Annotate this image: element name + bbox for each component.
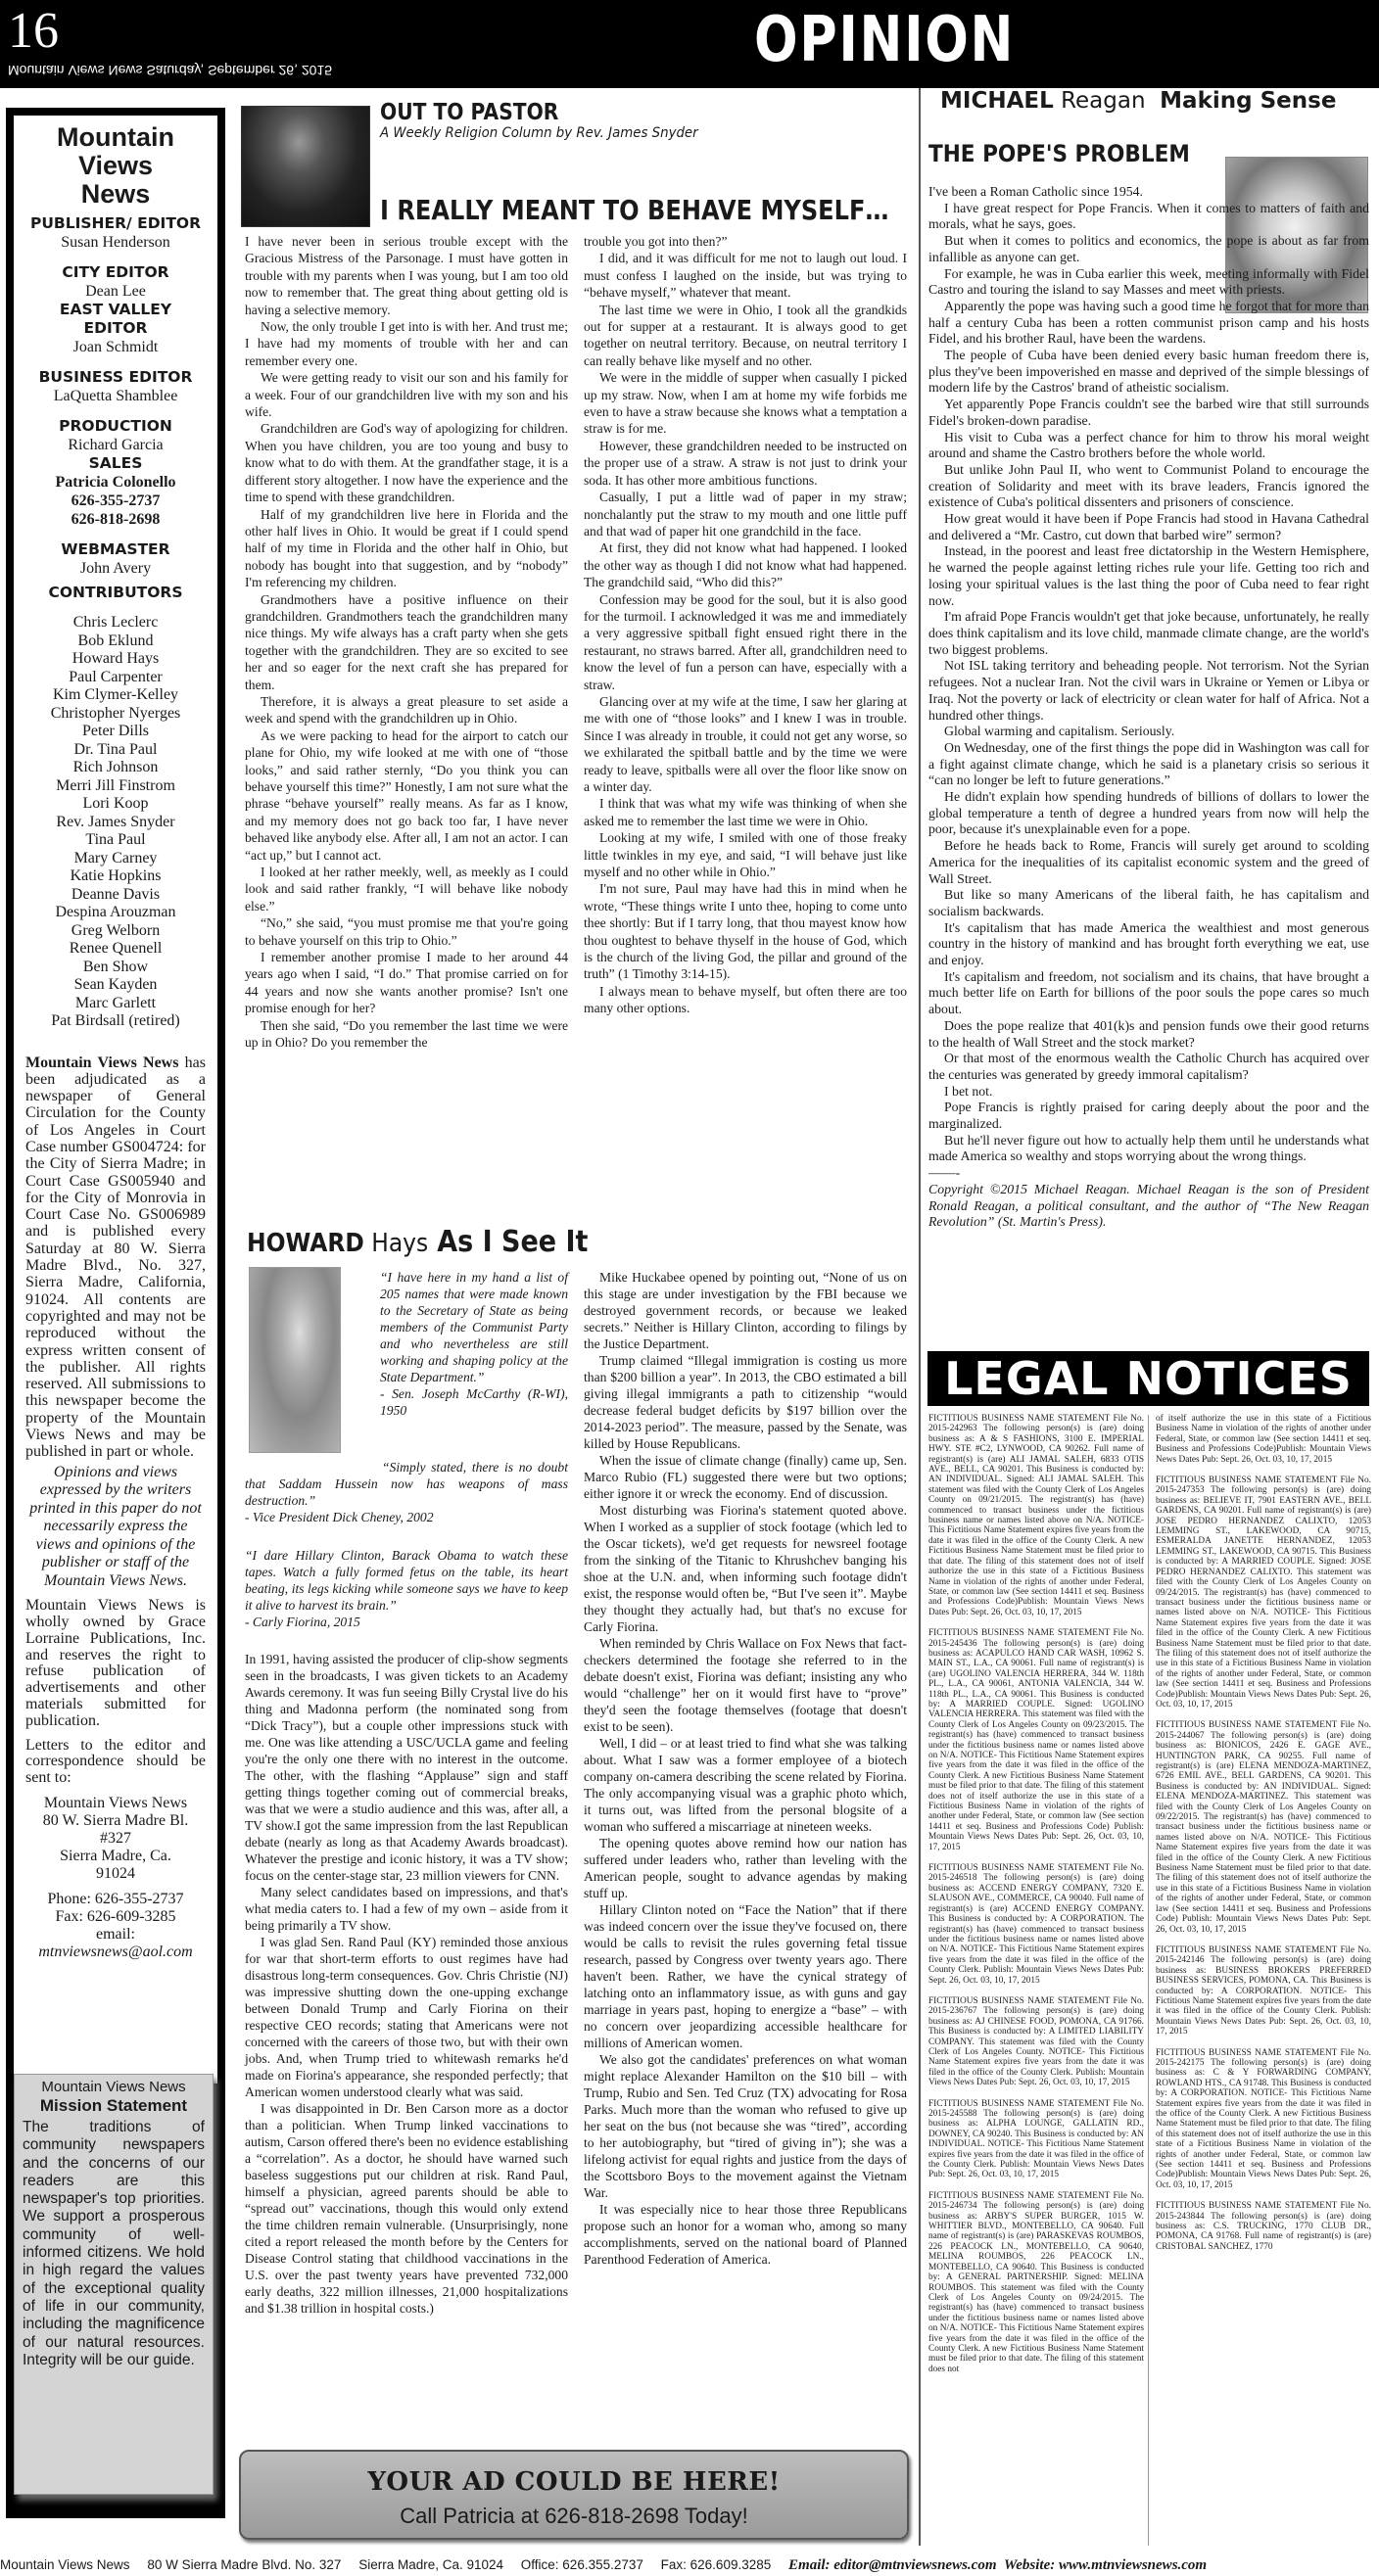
columnist-header [940, 86, 1336, 116]
legal-notices-column [1156, 1414, 1371, 2550]
paper-title [25, 123, 206, 209]
paragraph: But unlike John Paul II, who went to Communist Poland to encourage the creation of Solidarity and meet with its brave leaders, Francis ignored the existence of Cuba's political dissenters and prisoners of conscience. [928, 461, 1369, 510]
paragraph: We were in the middle of supper when casually I picked up my straw. Now, when I am at home my wife forbids me even to have a straw because she knows what a temptation a straw is for me. [584, 370, 907, 437]
columnist-first: HOWARD [247, 1229, 364, 1258]
notice: FICTITIOUS BUSINESS NAME STATEMENT File No. 2015-242175 The following person(s) is (are) doing business as: C & Y FORWARDING COMPANY, ROWLAND HTS., CA 91748. This Business is conducted by: A CORPORATION. NOTICE- This Fictitious Name Statement expires five years from the date it was filed in the office of the County Clerk. A new Fictitious Business Name Statement must be filed prior to that date. The filing of this statement does not of itself authorize the use in this state of a Fictitious Business Name in violation of the rights of another under Federal, State, or common law (See section 14411 et seq. Business and Professions Code)Publish: Mountain Views News Dates Pub: Sept. 26, Oct. 03, 10, 17, 2015 [1156, 2047, 1371, 2190]
contributor-name: Renee Quenell [69, 940, 163, 957]
contributor-name: Lori Koop [82, 795, 149, 812]
contributor-name: Rev. James Snyder [56, 813, 175, 830]
contributor-name: Deanne Davis [71, 885, 161, 903]
quote-text: “I dare Hillary Clinton, Barack Obama to watch these tapes. Watch a fully formed fetus on the table, its heart beating, its legs kicking while someone says we have to keep it alive to harvest its brain.” [245, 1548, 568, 1613]
adjudication-lead: Mountain Views News [25, 1054, 179, 1071]
paragraph: The opening quotes above remind how our nation has suffered under leaders who, rather than leveling with the American people, sought to advance agendas by making stuff up. [584, 1836, 907, 1900]
notice: FICTITIOUS BUSINESS NAME STATEMENT File No. 2015-245436 The following person(s) is (are) doing business as: ACAPULCO HAND CAR WASH, 10962 S. MAIN ST., L.A., CA 90061. Full name of registrant(s) is (are) UGOLINO VALENCIA HERRERA, 344 W. 118th PL., L.A., CA 90061, ANTONIA VALENCIA, 344 W. 118th PL., L.A., CA 90061. This Business is conducted by: A MARRIED COUPLE. Signed: UGOLINO VALENCIA HERRERA. This statement was filed with the County Clerk of Los Angeles County on 09/23/2015. The registrant(s) has (have) commenced to transact business under the fictitious business name or names listed above on N/A. NOTICE- This Fictitious Name Statement expires five years from the date it was filed in the office of the County Clerk. A new Fictitious Business Name Statement must be filed prior to that date. The filing of this statement does not of itself authorize the use in this state of a Fictitious Business Name in violation of the rights of another under Federal, State, or common law (See section 14411 et seq. Business and Professions Code) Publish: Mountain Views News Dates Pub: Sept. 26, Oct. 03, 10, 17, 2015 [928, 1628, 1144, 1852]
paragraph: For example, he was in Cuba earlier this week, meeting informally with Fidel Castro and touring the island to say Masses and meet with priests. [928, 265, 1369, 298]
column-name: Making Sense [1160, 88, 1337, 114]
staff-role: EAST VALLEY EDITOR [59, 301, 172, 337]
letters-note: Letters to the editor and correspondence should be sent to: [25, 1736, 206, 1787]
notice: FICTITIOUS BUSINESS NAME STATEMENT File No. 2015-243844 The following person(s) is (are) doing business as: C.S. TRUCKING, 1770 CLUB DR., POMONA, CA 91768. Full name of registrant(s) is (are) CRISTOBAL SANCHEZ, 1770 [1156, 2201, 1371, 2252]
page-number: 16 [8, 3, 59, 59]
paragraph: Does the pope realize that 401(k)s and pension funds owe their good returns to the health of Wall Street and the stock market? [928, 1017, 1369, 1050]
quote-cheney [245, 1459, 568, 1525]
paragraph: I remember another promise I made to her around 44 years ago when I said, “I do.” That promise carried on for 44 years and now she wants another promise? Isn't one promise enough for her? [245, 950, 568, 1016]
paper-title-line: Mountain [57, 122, 174, 152]
paragraph: We also got the candidates' preferences on what woman might replace Alexander Hamilton on the $10 bill – with Trump, Rubio and Sen. Ted Cruz (TX) advocating for Rosa Parks. Much more than the woman who refused to give up her seat on the bus (not because she was “tired”, according to her autobiography, but “tired of giving in”); she was a lifelong activist for equal rights and justice from the days of the Scottsboro Boys to the movement against the Vietnam War. [584, 2052, 907, 2200]
paragraph: I was disappointed in Dr. Ben Carson more as a doctor than a politician. When Trump linked vaccinations to autism, Carson offered there's been no evidence establishing a “correlation”. As a doctor, he should have warned such baseless suggestions put our children at risk. Rand Paul, himself a physician, agreed parents should be able to “spread out” vaccinations, though this would only extend the time children remain vulnerable. (Unsurprisingly, none cited a report released the month before by the Centers for Disease Control stating that childhood vaccinations in the U.S. over the past twenty years have prevented 732,000 early deaths, 322 million illnesses, 21,000 hospitalizations and $1.38 trillion in hospital costs.) [245, 2101, 568, 2316]
paragraph: When reminded by Chris Wallace on Fox News that fact-checkers determined the footage she referred to in the debate doesn't exist, Fiorina was defiant; insisting any who would “challenge” her on it would first have to “prove” they'd seen the footage themselves (footage that doesn't exist to be seen). [584, 1636, 907, 1734]
column-name: OUT TO PASTOR [380, 100, 559, 125]
paragraph: Many select candidates based on impressions, and that's what media caters to. I had a few of my own – aside from it being primarily a TV show. [245, 1885, 568, 1933]
staff-name: Richard Garcia [68, 437, 164, 453]
separator: ——- [928, 1165, 961, 1181]
mailing-address [25, 1795, 206, 1883]
paragraph: Apparently the pope was having such a good time he forgot that for more than half a century Cuba has been a rotten communist prison camp and his hosts Fidel, and his brother Raul, have been the wardens. [928, 298, 1369, 347]
contributors-list [25, 614, 206, 1031]
masthead [0, 0, 1379, 88]
paragraph: He didn't explain how spending hundreds of billions of dollars to lower the global temperature a tenth of degree a hundred years from now will help the poor, because it's unexplainable even for a pope. [928, 789, 1369, 837]
legal-notices-column [928, 1414, 1144, 2550]
paragraph: However, these grandchildren needed to be instructed on the proper use of a straw. A straw is not just to drink your soda. It has other more ambitious functions. [584, 438, 907, 488]
footer-address: 80 W Sierra Madre Blvd. No. 327 [147, 2557, 342, 2572]
columnist-last: Reagan [1061, 88, 1146, 114]
advertisement-banner[interactable] [239, 2450, 909, 2540]
page-footer [0, 2555, 1379, 2576]
notice: FICTITIOUS BUSINESS NAME STATEMENT File No. 2015-236767 The following person(s) is (are) doing business as: AJ CHINESE FOOD, POMONA, CA 91766. This Business is conducted by: A LIMITED LIABILITY COMPANY. This statement was filed with the County Clerk of Los Angeles County. NOTICE- This Fictitious Name Statement expires five years from the date it was filed in the office of the County Clerk. Publish: Mountain Views News Dates Pub: Sept. 26, Oct. 03, 10, 17, 2015 [928, 1995, 1144, 2088]
contributor-name: Ben Show [82, 958, 149, 975]
staff-role: PUBLISHER/ EDITOR [29, 214, 202, 232]
paragraph: Not ISL taking territory and beheading people. Not terrorism. Not the Syrian refugees. Not a nuclear Iran. Not the civil wars in Ukraine or Yemen or Libya or Iraq. Not the poverty or lack of electricity or clean water for half of Africa. Not a hundred other things. [928, 658, 1369, 723]
mission-text: The traditions of community newspapers and the concerns of our readers are this newspaper's top priorities. We support a prosperous community of well-informed citizens. We hold in high regard the values of the exceptional quality of life in our community, including the magnificence of our natural resources. Integrity will be our guide. [23, 2119, 205, 2368]
paragraph: I was glad Sen. Rand Paul (KY) reminded those anxious for war that short-term efforts to oust regimes have had disastrous long-term consequences. Gov. Chris Christie (NJ) was impressive shutting down the one-upping exchange between Donald Trump and Carly Fiorina on their respective CEO records; stating that Americans were not concerned with the careers of those two, but with their own jobs. And, when Trump tried to whitewash remarks he'd made on Fiorina's appearance, she responded perfectly; that American women understood clearly what was said. [245, 1935, 568, 2099]
adjudication-text: has been adjudicated as a newspaper of General Circulation for the County of Los Angeles in Court Case number GS004724: for the City of Sierra Madre; in Court Case GS005940 and for the City of Monrovia in Court Case No. GS006989 and is published every Saturday at 80 W. Sierra Madre Blvd., No. 327, Sierra Madre, California, 91024. All contents are copyrighted and may not be reproduced without the express written consent of the publisher. All rights reserved. All submissions to this newspaper become the property of the Mountain Views News and may be published in part or whole. [25, 1054, 206, 1461]
ad-call-to-action: Call Patricia at 626-818-2698 Today! [400, 2504, 748, 2528]
staff-role: BUSINESS EDITOR [38, 368, 193, 386]
paragraph: trouble you got into then?” [584, 234, 728, 249]
contributor-name: Howard Hays [71, 650, 160, 667]
webmaster-role: WEBMASTER [61, 540, 170, 558]
contributor-name: Dr. Tina Paul [73, 740, 158, 758]
paragraph: The people of Cuba have been denied every basic human freedom there is, plus they've been impoverished en masse and deprived of the simple blessings of modern life by the Castros' brand of atheistic socialism. [928, 348, 1369, 396]
paragraph: Grandmothers have a positive influence on their grandchildren. Grandmothers teach the grandchildren many nice things. My wife always has a craft party when she gets together with the grandchildren. They are so excited to see her and so eager for the next craft she has prepared for them. [245, 591, 568, 692]
footer-email[interactable]: Email: editor@mtnviewsnews.com [788, 2557, 997, 2573]
paragraph: Grandchildren are God's way of apologizing for children. When you have children, you are too young and busy to know what to do with them. At the grandfather stage, it is a different story altogether. I now have the experience and the time to spend with these grandchildren. [245, 421, 568, 505]
contributor-name: Merri Jill Finstrom [56, 776, 175, 794]
address-line: Mountain Views News [43, 1794, 188, 1811]
contributors-label: CONTRIBUTORS [48, 584, 183, 601]
column-name: As I See It [437, 1225, 589, 1259]
phone: Phone: 626-355-2737 [47, 1890, 184, 1907]
mission-subheading: Mission Statement [39, 2096, 188, 2115]
paragraph: How great would it have been if Pope Francis had stood in Havana Cathedral and delivered a “Mr. Castro, cut down that barbed wire” sermon? [928, 511, 1369, 542]
paragraph: Or that most of the enormous wealth the Catholic Church has acquired over the centuries was generated by greedy immoral capitalism? [928, 1051, 1369, 1082]
paper-title-line: Views [77, 151, 154, 180]
notice: FICTITIOUS BUSINESS NAME STATEMENT File No. 2015-242963 The following person(s) is (are) doing business as: A & S FASHIONS, 3100 E. IMPERIAL HWY. STE #C2, LYNWOOD, CA 90262. Full name of registrant(s) is (are) ALI JAMAL SALEH, 6833 OTIS AVE., BELL, CA 90201. This Business is conducted by: AN INDIVIDUAL. Signed: ALI JAMAL SALEH. This statement was filed with the County Clerk of Los Angeles County on 09/21/2015. The registrant(s) has (have) commenced to transact business under the fictitious business name or names listed above on N/A. NOTICE- This Fictitious Name Statement expires five years from the date it was filed in the office of the County Clerk. A new Fictitious Business Name Statement must be filed prior to that date. The filing of this statement does not of itself authorize the use in this state of a Fictitious Business Name in violation of the rights of another under Federal, State, or common law (See section 14411 et seq. Business and Professions Code)Publish: Mountain Views News Dates Pub: Sept. 26, Oct. 03, 10, 17, 2015 [928, 1414, 1144, 1617]
paragraph: “No,” she said, “you must promise me that you're going to behave yourself on this trip to Ohio.” [245, 915, 568, 948]
staff-name: Joan Schmidt [72, 339, 159, 355]
notice: FICTITIOUS BUSINESS NAME STATEMENT File No. 2015-247353 The following person(s) is (are) doing business as: BELIEVE IT, 7901 EASTERN AVE., BELL GARDENS, CA 90201. Full name of registrant(s) is (are) JOSE PEDRO HERNANDEZ CALIXTO, 12053 LEMMING ST., LAKEWOOD, CA 90715, ESMERALDA JANETTE HERNANDEZ, 12053 LEMMING ST., LAKEWOOD, CA 90715. This Business is conducted by: A MARRIED COUPLE. Signed: JOSE PEDRO HERNANDEZ CALIXTO. This statement was filed with the County Clerk of Los Angeles County on 09/24/2015. The registrant(s) has (have) commenced to transact business under the fictitious business name or names listed above on N/A. NOTICE- This Fictitious Name Statement expires five years from the date it was filed in the office of the County Clerk. A new Fictitious Business Name Statement must be filed prior to that date. The filing of this statement does not of itself authorize the use in this state of a Fictitious Business Name in violation of the rights of another under Federal, State, or common law (See section 14411 et seq. Business and Professions Code)Publish: Mountain Views News Dates Pub: Sept. 26, Oct. 03, 10, 17, 2015 [1156, 1475, 1371, 1710]
address-line: 91024 [96, 1864, 135, 1882]
contributor-name: Chris Leclerc [72, 614, 159, 631]
paragraph: I'm afraid Pope Francis wouldn't get that joke because, unfortunately, he really does think capitalism and its love child, manmade climate change, are the world's two biggest problems. [928, 609, 1369, 657]
paragraph: I always mean to behave myself, but often there are too many other options. [584, 983, 907, 1016]
article-column [245, 233, 568, 1052]
contact-info [25, 1891, 206, 1961]
copyright-note: Copyright ©2015 Michael Reagan. Michael Reagan is the son of President Ronald Reagan, a political consultant, and the author of “The New Reagan Revolution” (St. Martin's Press). [928, 1181, 1369, 1230]
staff-name: Dean Lee [85, 283, 146, 300]
contributor-name: Greg Welborn [71, 921, 161, 939]
contributor-name: Christopher Nyerges [50, 704, 181, 722]
paragraph: Well, I did – or at least tried to find what she was talking about. What I saw was a former employee of a biotech company on-camera describing the scene related by Fiorina. The only accompanying visual was a graphic photo which, it turns out, was lifted from the personal blogsite of a woman who suffered a miscarriage at nineteen weeks. [584, 1736, 907, 1834]
quote-attribution: - Vice President Dick Cheney, 2002 [245, 1510, 434, 1524]
paragraph: When the issue of climate change (finally) came up, Sen. Marco Rubio (FL) suggested there were but two options; either ignore it or wreck the economy. End of discussion. [584, 1453, 907, 1501]
address-line: 80 W. Sierra Madre Bl. [42, 1811, 189, 1829]
paragraph: But he'll never figure out how to actually help them until he understands what made America so wealthy and stops worrying about the wrong things. [928, 1132, 1369, 1164]
article-column [584, 1269, 907, 2268]
sales-phone: 626-355-2737 [71, 492, 161, 509]
sales-name: Patricia Colonello [55, 474, 176, 491]
contributor-name: Rich Johnson [72, 759, 159, 775]
address-line: #327 [100, 1829, 131, 1847]
adjudication-notice [25, 1054, 206, 1461]
notice: FICTITIOUS BUSINESS NAME STATEMENT File No. 2015-244067 The following person(s) is (are) doing business as: BIONICOS, 2426 E. GAGE AVE., HUNTINGTON PARK, CA 90255. Full name of registrant(s) is (are) ELENA MENDOZA-MARTINEZ, 6726 EMIL AVE., BELL GARDENS, CA 90201. This Business is conducted by: AN INDIVIDUAL. Signed: ELENA MENDOZA-MARTINEZ. This statement was filed with the County Clerk of Los Angeles County on 09/22/2015. The registrant(s) has (have) commenced to transact business under the fictitious business name or names listed above on N/A. NOTICE- This Fictitious Name Statement expires five years from the date it was filed in the office of the County Clerk. A new Fictitious Business Name Statement must be filed prior to that date. The filing of this statement does not of itself authorize the use in this state of a Fictitious Business Name in violation of the rights of another under Federal, State, or common law (See section 14411 et seq. Business and Professions Code) Publish: Mountain Views News Dates Pub: Sept. 26, Oct. 03, 10, 17, 2015 [1156, 1720, 1371, 1935]
mission-statement [14, 2074, 214, 2495]
footer-website[interactable]: Website: www.mtnviewsnews.com [1004, 2557, 1208, 2573]
email-link[interactable]: mtnviewsnews@aol.com [38, 1943, 193, 1960]
notice: FICTITIOUS BUSINESS NAME STATEMENT File No. 2015-245588 The following person(s) is (are) doing business as: ALPHA LOUNGE, GALLATIN RD., DOWNEY, CA 90240. This Business is conducted by: AN INDIVIDUAL. NOTICE- This Fictitious Name Statement expires five years from the date it was filed in the office of the County Clerk. Publish: Mountain Views News Dates Pub: Sept. 26, Oct. 03, 10, 17, 2015 [928, 2098, 1144, 2180]
ad-headline: YOUR AD COULD BE HERE! [367, 2467, 781, 2497]
contributor-name: Mary Carney [73, 849, 158, 866]
legal-column-rule [1148, 1415, 1149, 2546]
paragraph: I have never been in serious trouble except with the Gracious Mistress of the Parsonage. I must have gotten in trouble with my parents when I was young, but I am too old now to remember that. The great thing about getting old is having a selective memory. [245, 234, 568, 317]
paragraph: Glancing over at my wife at the time, I saw her glaring at me with one of “those looks” and I knew I was in trouble. Since I was already in trouble, it could not get any worse, so we exhilarated the spitball battle and by the time we were ready to leave, spitballs were all over the floor like snow on a winter day. [584, 693, 907, 794]
staff-box [14, 116, 217, 2084]
paragraph: Instead, in the poorest and least free dictatorship in the Western Hemisphere, he warned the people against letting riches rule your life. Getting too rich and losing your spiritual values is the last thing the poor of Cuba need to fear right now. [928, 543, 1369, 608]
legal-notices-banner: LEGAL NOTICES [927, 1351, 1369, 1406]
paragraph: But like so many Americans of the liberal faith, he has capitalism and socialism backwards. [928, 887, 1369, 918]
address-line: Sierra Madre, Ca. [60, 1847, 171, 1864]
staff-name: Susan Henderson [61, 234, 170, 251]
paragraph: I've been a Roman Catholic since 1954. [928, 184, 1143, 199]
email-label: email: [96, 1925, 135, 1943]
paragraph: Most disturbing was Fiorina's statement quoted above. When I worked as a supplier of stock footage (which led to the Oscar tickets), we'd get requests for newsreel footage from the sinking of the Titanic to Khrushchev banging his shoe at the U.N. and, when informing such footage didn't exist, the response would often be, “But I've seen it”. Maybe they thought they actually had, but that's no excuse for Carly Fiorina. [584, 1503, 907, 1634]
dateline: Mountain Views News Saturday, September 26, 2015 [8, 63, 333, 78]
staff-role: PRODUCTION [59, 417, 172, 435]
paragraph: We were getting ready to visit our son and his family for a week. Four of our grandchildren live with my son and his wife. [245, 370, 568, 420]
columnist-first: MICHAEL [940, 88, 1054, 114]
notice: FICTITIOUS BUSINESS NAME STATEMENT File No. 2015-242146 The following person(s) is (are) doing business as: BUSINESS BROKERS PREFERRED BUSINESS SERVICES, POMONA, CA. This Business is conducted by: A CORPORATION. NOTICE- This Fictitious Name Statement expires five years from the date it was filed in the office of the County Clerk. Publish: Mountain Views News Dates Pub: Sept. 26, Oct. 03, 10, 17, 2015 [1156, 1944, 1371, 2037]
notice: of itself authorize the use in this state of a Fictitious Business Name in violation of the rights of another under Federal, State, or common law (See section 14411 et seq. Business and Professions Code)Publish: Mountain Views News Dates Pub: Sept. 26, Oct. 03, 10, 17, 2015 [1156, 1414, 1371, 1465]
contributor-name: Kim Clymer-Kelley [52, 686, 179, 703]
paragraph: His visit to Cuba was a perfect chance for him to throw his moral weight around and shame the Castro brothers before the whole world. [928, 429, 1369, 461]
article-column [584, 233, 907, 1017]
fax: Fax: 626-609-3285 [55, 1907, 176, 1925]
paragraph: Confession may be good for the soul, but it is also good for the turmoil. I acknowledged it was me and immediately a very aggressive spitball fight ensued right there in the restaurant, no straws barred. After all, grandchildren need to know the level of fun a person can have, especially with a straw. [584, 591, 907, 692]
staff-role: CITY EDITOR [62, 263, 169, 281]
disclaimer: Opinions and views expressed by the writers printed in this paper do not necessarily express the views and opinions of the publisher or staff of the Mountain Views News. [29, 1463, 202, 1589]
paragraph: Before he heads back to Rome, Francis will surely get around to scolding America for the inequalities of its capitalist economic system and the greed of Wall Street. [928, 838, 1369, 886]
paragraph: Half of my grandchildren live here in Florida and the other half lives in Ohio. It would be great if I could spend half of my time in Florida and the other half in Ohio, but nobody has bought into that suggestion, and by “nobody” I'm referencing my children. [245, 506, 568, 590]
contributor-name: Peter Dills [82, 723, 149, 739]
article-body [928, 184, 1369, 1231]
contributor-name: Marc Garlett [74, 994, 157, 1011]
paragraph: Then she said, “Do you remember the last time we were up in Ohio? Do you remember the [245, 1017, 568, 1051]
contributor-name: Bob Eklund [77, 632, 154, 649]
contributor-name: Tina Paul [85, 831, 146, 848]
columnist-header [247, 1226, 588, 1260]
column-rule [919, 88, 921, 2546]
quote-attribution: - Sen. Joseph McCarthy (R-WI), 1950 [380, 1386, 568, 1418]
paragraph: Casually, I put a little wad of paper in my straw; nonchalantly put the straw to my mouth and one little puff and that wad of paper hit one grandchild in the face. [584, 490, 907, 539]
webmaster-name: John Avery [79, 560, 152, 577]
section-title: OPINION [754, 4, 1016, 76]
paragraph: Therefore, it is always a great pleasure to set aside a week and spend with the grandchildren up in Ohio. [245, 693, 568, 726]
quote-fiorina [245, 1547, 568, 1630]
ownership-note: Mountain Views News is wholly owned by Grace Lorraine Publications, Inc. and reserves the right to refuse publication of advertisements and other materials submitted for publication. [25, 1597, 206, 1729]
author-photo-howard-hays [249, 1267, 341, 1453]
paragraph: It's capitalism that has made America the wealthiest and most generous country in the history of mankind and has brought forth everything we eat, use and enjoy. [928, 919, 1369, 968]
footer-paper: Mountain Views News [0, 2557, 130, 2572]
paragraph: I looked at her rather meekly, well, as meekly as I could look and said rather frankly, “I will behave like nobody else.” [245, 865, 568, 913]
paragraph: As we were packing to head for the airport to catch our plane for Ohio, my wife looked at me with one of “those looks,” and said rather sternly, “Do you think you can behave yourself this time?” Honestly, I am not sure what the phrase “behave yourself” really means. As far as I know, and my memory does not go back too far, I have never behaved like anybody else. After all, I am not an actor. I can “act up,” but I cannot act. [245, 727, 568, 863]
contributor-name: Paul Carpenter [69, 668, 163, 685]
quote-mccarthy [380, 1269, 568, 1419]
paragraph: The last time we were in Ohio, I took all the grandkids out for supper at a restaurant. It is always good to get together on neutral territory. Because, on neutral territory I can really behave like myself and no other. [584, 302, 907, 368]
paragraph: At first, they did not know what had happened. I looked the other way as though I did not know what had happened. The grandchild said, “Who did this?” [584, 540, 907, 590]
footer-fax: Fax: 626.609.3285 [660, 2557, 772, 2572]
staff-name: LaQuetta Shamblee [53, 388, 178, 404]
paragraph: Looking at my wife, I smiled with one of those freaky little twinkles in my eye, and said, “I will behave just like myself and no other while in Ohio.” [584, 830, 907, 880]
article-column [245, 1651, 568, 2317]
paragraph: I'm not sure, Paul may have had this in mind when he wrote, “These things write I unto thee, hoping to come unto thee shortly: But if I tarry long, that thou mayest know how thou oughtest to behave thyself in the house of God, which is the church of the living God, the pillar and ground of the truth” (1 Timothy 3:14-15). [584, 881, 907, 982]
footer-city: Sierra Madre, Ca. 91024 [358, 2557, 504, 2572]
contributor-name: Despina Arouzman [55, 904, 176, 920]
paragraph: Trump claimed “Illegal immigration is costing us more than $200 billion a year”. In 2013, the CBO estimated a bill giving illegal immigrants a path to citizenship “would decrease federal budget deficits by $197 billion over the 2014-2023 period”. The measure, passed by the Senate, was killed by House Republicans. [584, 1353, 907, 1451]
paragraph: But when it comes to politics and economics, the pope is about as far from infallible as anyone can get. [928, 233, 1369, 264]
paragraph: It was especially nice to hear those three Republicans propose such an honor for a woman who, among so many accomplishments, served on the national board of Planned Parenthood Federation of America. [584, 2202, 907, 2267]
paper-title-line: News [80, 179, 151, 209]
column-byline: A Weekly Religion Column by Rev. James Snyder [380, 125, 698, 141]
notice: FICTITIOUS BUSINESS NAME STATEMENT File No. 2015-246518 The following person(s) is (are) doing business as: ACCEND ENERGY COMPANY, 7320 E. SLAUSON AVE., COMMERCE, CA 90040. Full name of registrant(s) is (are) ACCEND ENERGY COMPANY. This Business is conducted by: A CORPORATION. The registrant(s) has (have) commenced to transact business under the fictitious business name or names listed above on N/A. NOTICE- This Fictitious Name Statement expires five years from the date it was filed in the office of the County Clerk. Publish: Mountain Views News Dates Pub: Sept. 26, Oct. 03, 10, 17, 2015 [928, 1863, 1144, 1986]
sales-role: SALES [88, 454, 143, 472]
paragraph: In 1991, having assisted the producer of clip-show segments seen in the broadcasts, I was given tickets to an Academy Awards ceremony. It was fun seeing Billy Crystal live do his thing and Madonna perform (the nominated song from “Dick Tracy”), but a couple other impressions stuck with me. One was like attending a USC/UCLA game and feeling you're the only one there with no interest in the outcome. The other, with the flashing “Applause” sign and staff getting things together coming out of commercial breaks, was that we were a studio audience and this was, after all, a TV show.I got the same impression from the last Republican debate (nearly as long as that Academy Awards broadcast). Whatever the prestige and iconic history, it was a TV show; focus on the center-stage star, 23 million viewers for CNN. [245, 1652, 568, 1883]
paragraph: I did, and it was difficult for me not to laugh out loud. I must confess I laughed on the inside, but was trying to “behave myself,” whatever that meant. [584, 251, 907, 301]
paragraph: On Wednesday, one of the first things the pope did in Washington was call for a fight against climate change, which he said is a planetary crisis so serious it “can no longer be left to future generations.” [928, 739, 1369, 788]
contributor-name: Pat Birdsall (retired) [51, 1012, 180, 1029]
paragraph: Yet apparently Pope Francis couldn't see the barbed wire that still surrounds Fidel's broken-down paradise. [928, 397, 1369, 428]
paragraph: I have great respect for Pope Francis. When it comes to matters of faith and morals, what he says, goes. [928, 200, 1369, 232]
contributor-name: Katie Hopkins [70, 867, 162, 884]
columnist-last: Hays [371, 1229, 429, 1258]
notice: FICTITIOUS BUSINESS NAME STATEMENT File No. 2015-246734 The following person(s) is (are) doing business as: ARBY'S SUPER BURGER, 1015 W. WHITTIER BLVD., MONTEBELLO, CA 90640. Full name of registrant(s) is (are) PARASKEVAS ROUMBOS, 226 PEACOCK LN., MONTEBELLO, CA 90640, MELINA ROUMBOS, 226 PEACOCK LN., MONTEBELLO, CA 90640. This Business is conducted by: A GENERAL PARTNERSHIP. Signed: MELINA ROUMBOS. This statement was filed with the County Clerk of Los Angeles County on 09/24/2015. The registrant(s) has (have) commenced to transact business under the fictitious business name or names listed above on N/A. NOTICE- This Fictitious Name Statement expires five years from the date it was filed in the office of the County Clerk. A new Fictitious Business Name Statement must be filed prior to that date. The filing of this statement does not [928, 2190, 1144, 2374]
quote-text: “Simply stated, there is no doubt that Saddam Hussein now has weapons of mass destruction.” [245, 1460, 568, 1508]
paragraph: I think that was what my wife was thinking of when she asked me to remember the last time we were in Ohio. [584, 796, 907, 828]
article-headline: I REALLY MEANT TO BEHAVE MYSELF… [380, 194, 889, 226]
author-photo-james-snyder [241, 106, 370, 227]
mission-heading: Mountain Views News [41, 2079, 186, 2095]
paragraph: I bet not. [944, 1083, 993, 1099]
sales-phone: 626-818-2698 [71, 511, 161, 528]
paragraph: Hillary Clinton noted on “Face the Nation” that if there was indeed concern over the issue they've focused on, there would be calls to revisit the rules governing fetal tissue research, passed by Congress over twenty years ago. There haven't been. Rather, we have the cynical strategy of latching onto an inflammatory issue, as with guns and gay marriage in years past, hoping to energize a “base” – with no concern over jeopardizing accessible healthcare for millions of American women. [584, 1902, 907, 2050]
paragraph: Pope Francis is rightly praised for caring deeply about the poor and the marginalized. [928, 1100, 1369, 1132]
quote-text: “I have here in my hand a list of 205 names that were made known to the Secretary of State as being members of the Communist Party and who nevertheless are still working and shaping policy at the State Department.” [380, 1270, 568, 1384]
quote-attribution: - Carly Fiorina, 2015 [245, 1615, 360, 1629]
article-headline: THE POPE'S PROBLEM [928, 140, 1190, 167]
paragraph: Mike Huckabee opened by pointing out, “None of us on this stage are under investigation by the FBI because we destroyed government records, or because we leaked secrets.” Neither is Hillary Clinton, according to filings by the Justice Department. [584, 1270, 907, 1351]
footer-office-phone: Office: 626.355.2737 [520, 2557, 643, 2572]
paragraph: Now, the only trouble I get into is with her. And trust me; I have had my moments of trouble with her and can remember every one. [245, 319, 568, 368]
contributor-name: Sean Kayden [73, 976, 158, 993]
paragraph: It's capitalism and freedom, not socialism and its chains, that have brought a much better life on Earth for billions of the poor souls the pope cares so much about. [928, 968, 1369, 1017]
paragraph: Global warming and capitalism. Seriously. [944, 724, 1175, 739]
